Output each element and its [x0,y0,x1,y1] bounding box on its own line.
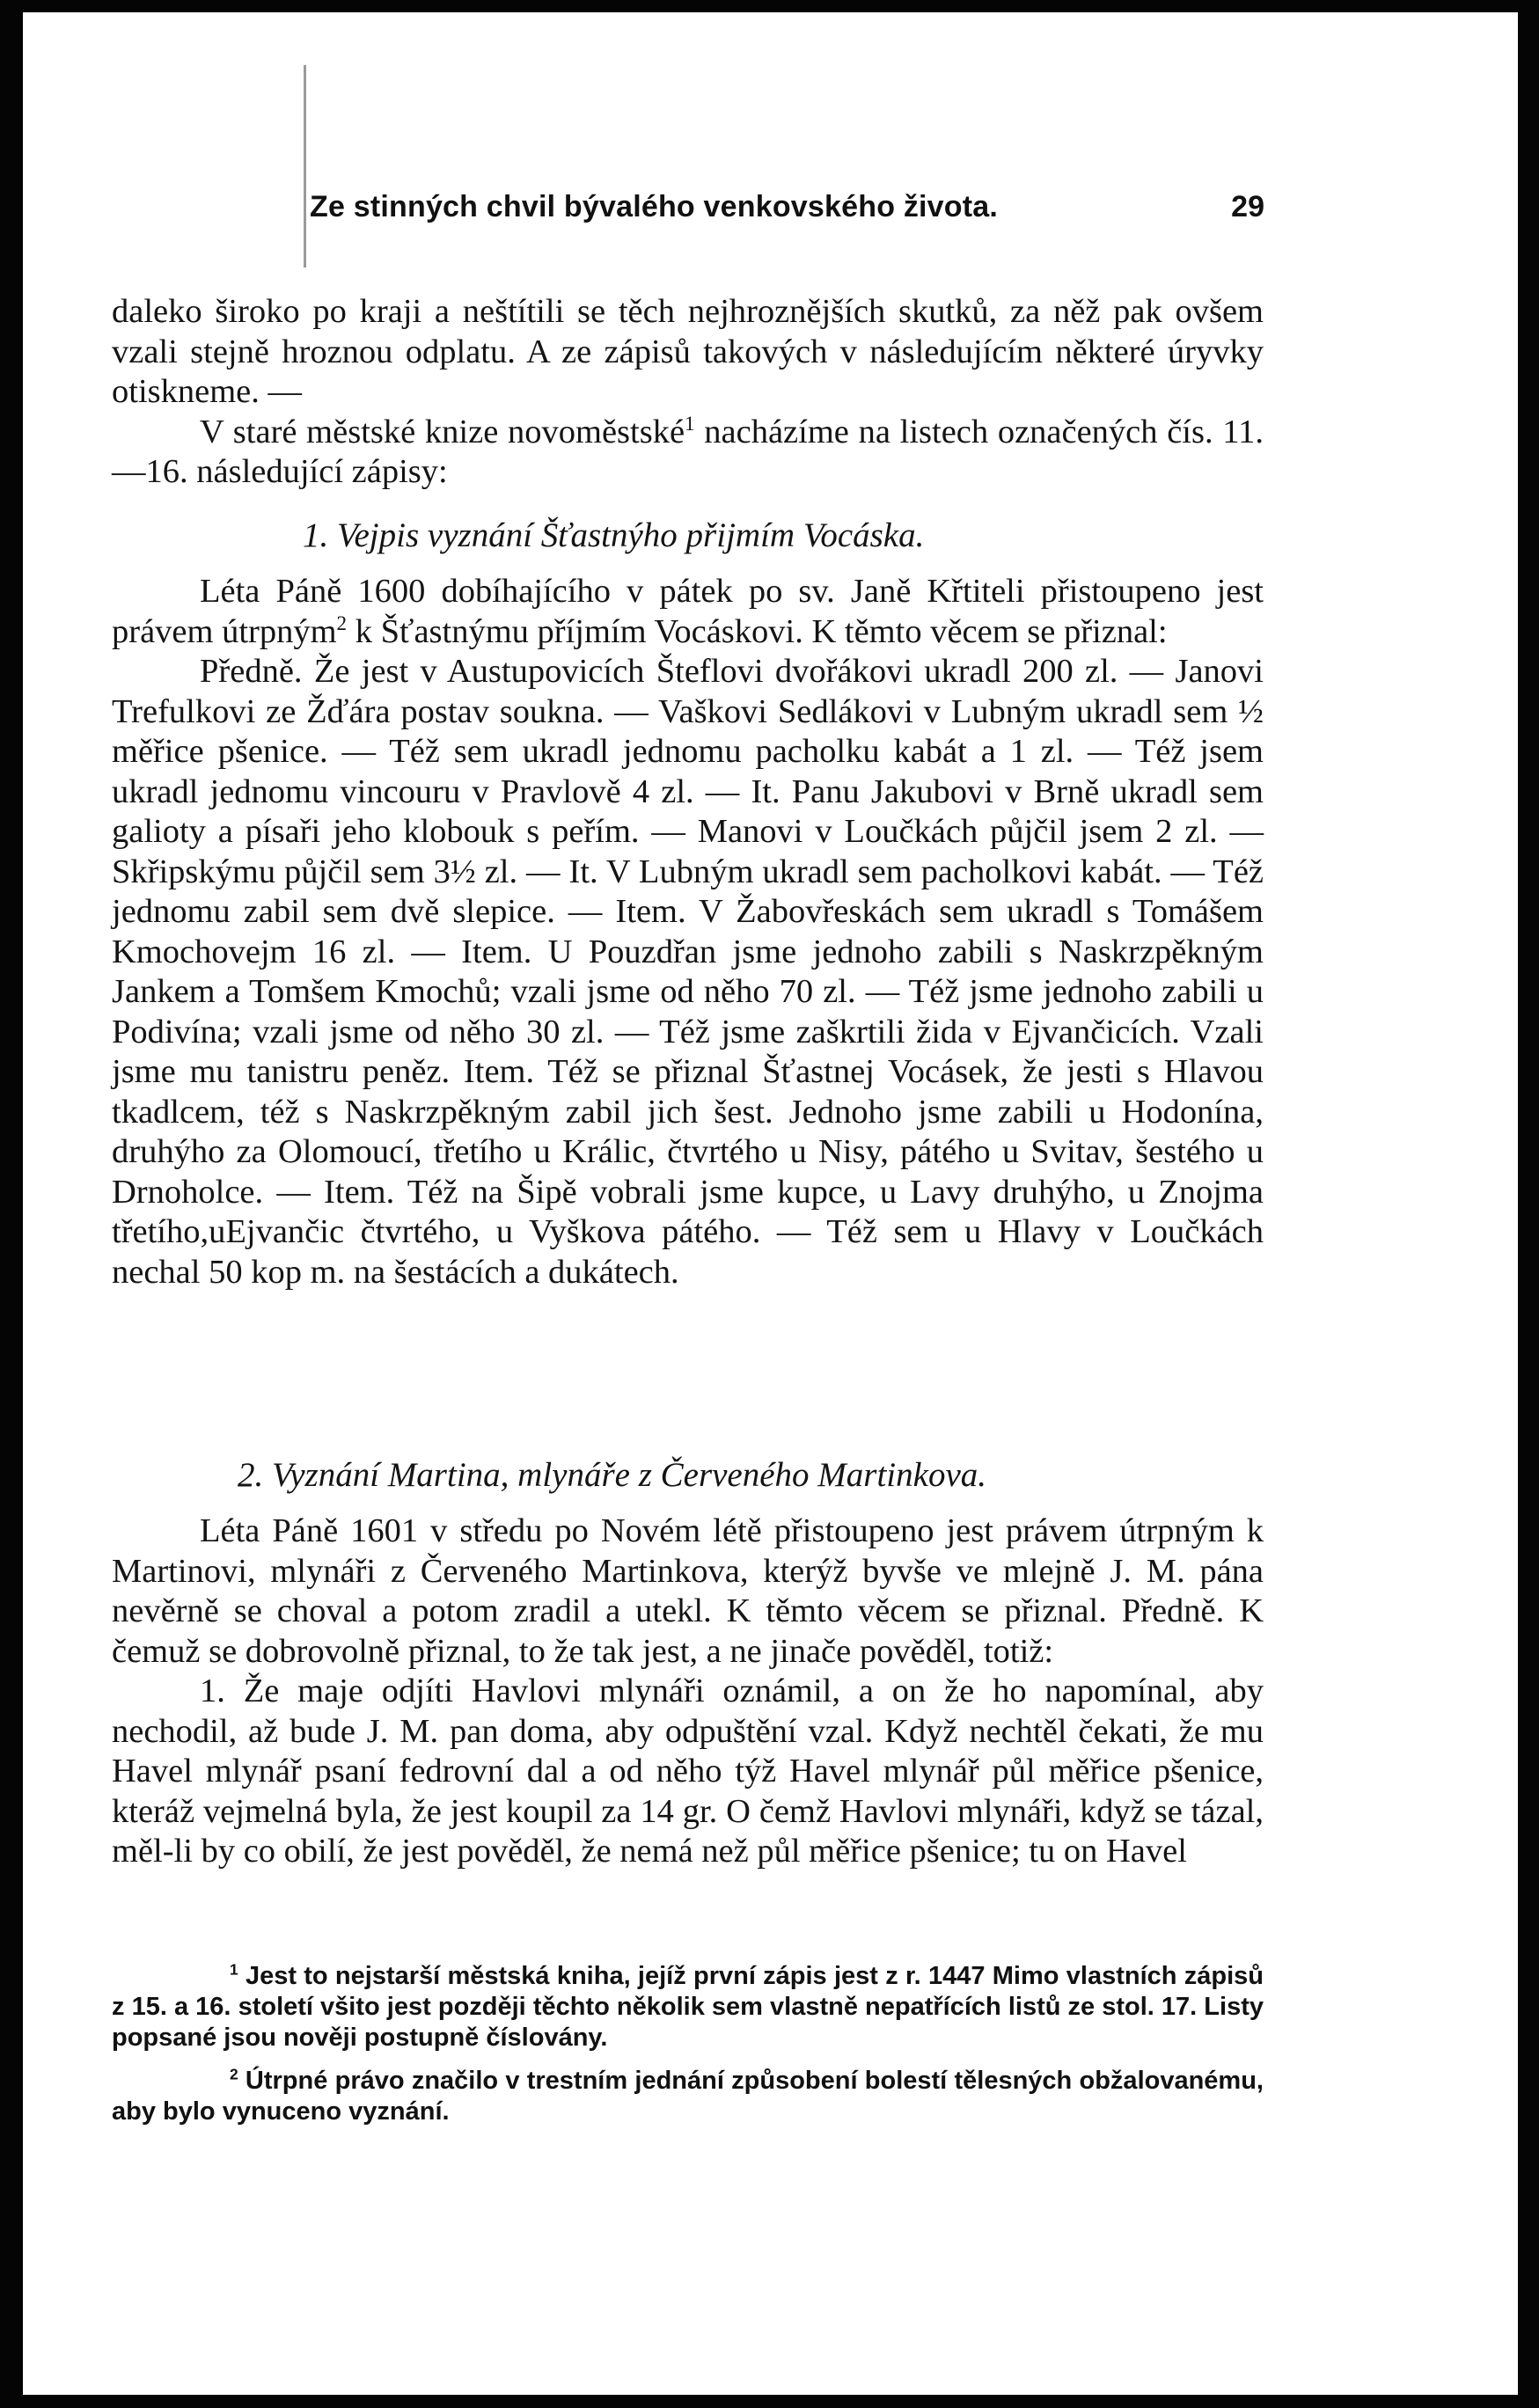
section-1-text-part: k Šťastnýmu příjmím Vocáskovi. K těmto věcem se přiznal: [347,612,1168,650]
intro-text-part: V staré městské knize novoměstské [200,413,685,450]
section-heading-1: 1. Vejpis vyznání Šťastnýho přijmím Vocáska. [303,516,925,554]
footnote-ref-1: 1 [685,411,695,435]
section-1-text [112,572,1264,1292]
page-number: 29 [1231,190,1264,223]
section-2-text [112,1511,1264,1872]
footnote [112,2066,1264,2127]
section-heading-2: 2. Vyznání Martina, mlynáře z Červeného Martinkova. [238,1456,987,1494]
footnote [112,1961,1264,2053]
section-1-paragraph [112,572,1264,652]
footnote-mark: 2 [230,2065,238,2083]
running-title: Ze stinných chvil bývalého venkovského života. [310,190,999,223]
section-1-confession: Předně. Že jest v Austupovicích Šteflovi dvořákovi ukradl 200 zl. — Janovi Trefulkovi ze Žďára postav soukna. — Vaškovi Sedlákovi v Lubným ukradl sem ½ měřice pšenice. — Též sem ukradl jednomu pacholku kabát a 1 zl. — Též jsem ukradl jednomu vincouru v Pravlově 4 zl. — It. Panu Jakubovi v Brně ukradl sem galioty a písaři jeho klobouk s peřím. — Manovi v Loučkách půjčil jsem 2 zl. — Skřipskýmu půjčil sem 3½ zl. — It. V Lubným ukradl sem pacholkovi kabát. — Též jednomu zabil sem dvě slepice. — Item. V Žabovřeskách sem ukradl s Tomášem Kmochovejm 16 zl. — Item. U Pouzdřan jsme jednoho zabili s Naskrzpěkným Jankem a Tomšem Kmochů; vzali jsme od něho 70 zl. — Též jsme jednoho zabili u Podivína; vzali jsme od něho 30 zl. — Též jsme zaškrtili žida v Ejvančicích. Vzali jsme mu tanistru peněz. Item. Též se přiznal Šťastnej Vocásek, že jesti s Hlavou tkadlcem, též s Naskrzpěkným zabil jich šest. Jednoho jsme zabili u Hodonína, druhýho za Olomoucí, třetího u Králic, čtvrtého u Nisy, pátého u Svitav, šestého u Drnoholce. — Item. Též na Šipě vobrali jsme kupce, u Lavy druhýho, u Znojma třetího,uEjvančic čtvrtého, u Vyškova pátého. — Též sem u Hlavy v Loučkách nechal 50 kop m. na šestácích a dukátech. [112,653,1264,1291]
book-page [23,12,1518,2395]
intro-paragraph-source [112,413,1264,493]
footnote-ref-2: 2 [336,611,348,634]
footnote-mark: 1 [230,1960,238,1979]
footnote-text: Útrpné právo značilo v trestním jednání způsobení bolestí tělesných obžalovanému, aby bylo vynuceno vyznání. [112,2067,1264,2126]
intro-paragraph: daleko široko po kraji a neštítili se těch nejhroznějších skutků, za něž pak ovšem vzali stejně hroznou odplatu. A ze zápisů takových v následujícím některé úryvky otiskneme. — [112,293,1264,410]
intro-text-part: nacházíme na listech označených čís. 11.—16. následující zápisy: [112,413,1264,490]
section-1-text-part: Léta Páně 1600 dobíhajícího v pátek po sv. Janě Křtiteli přistoupeno jest právem útrpným [112,573,1264,650]
footnotes [112,1961,1264,2140]
section-2-paragraph: Léta Páně 1601 v středu po Novém létě přistoupeno jest právem útrpným k Martinovi, mlynáři z Červeného Martinkova, kterýž byvše ve mlejně J. M. pána nevěrně se choval a potom zradil a utekl. K těmto věcem se přiznal. Předně. K čemuž se dobrovolně přiznal, to že tak jest, a ne jinače pověděl, totiž: [112,1512,1264,1670]
gutter-shadow [304,65,306,267]
footnote-text: Jest to nejstarší městská kniha, jejíž první zápis jest z r. 1447 Mimo vlastních zápisů z 15. a 16. století všito jest později těchto několik sem vlastně nepatřících listů ze stol. 17. Listy popsané jsou nověji postupně číslovány. [112,1962,1264,2052]
section-2-paragraph: 1. Že maje odjíti Havlovi mlynáři oznámil, a on že ho napomínal, aby nechodil, až bude J. M. pan doma, aby odpuštění vzal. Když nechtěl čekati, že mu Havel mlynář psaní fedrovní dal a od něho týž Havel mlynář půl měřice pšenice, kteráž vejmelná byla, že jest koupil za 14 gr. O čemž Havlovi mlynáři, když se tázal, měl-li by co obilí, že jest pověděl, že nemá než půl měřice pšenice; tu on Havel [112,1672,1264,1870]
intro-text [112,292,1264,493]
